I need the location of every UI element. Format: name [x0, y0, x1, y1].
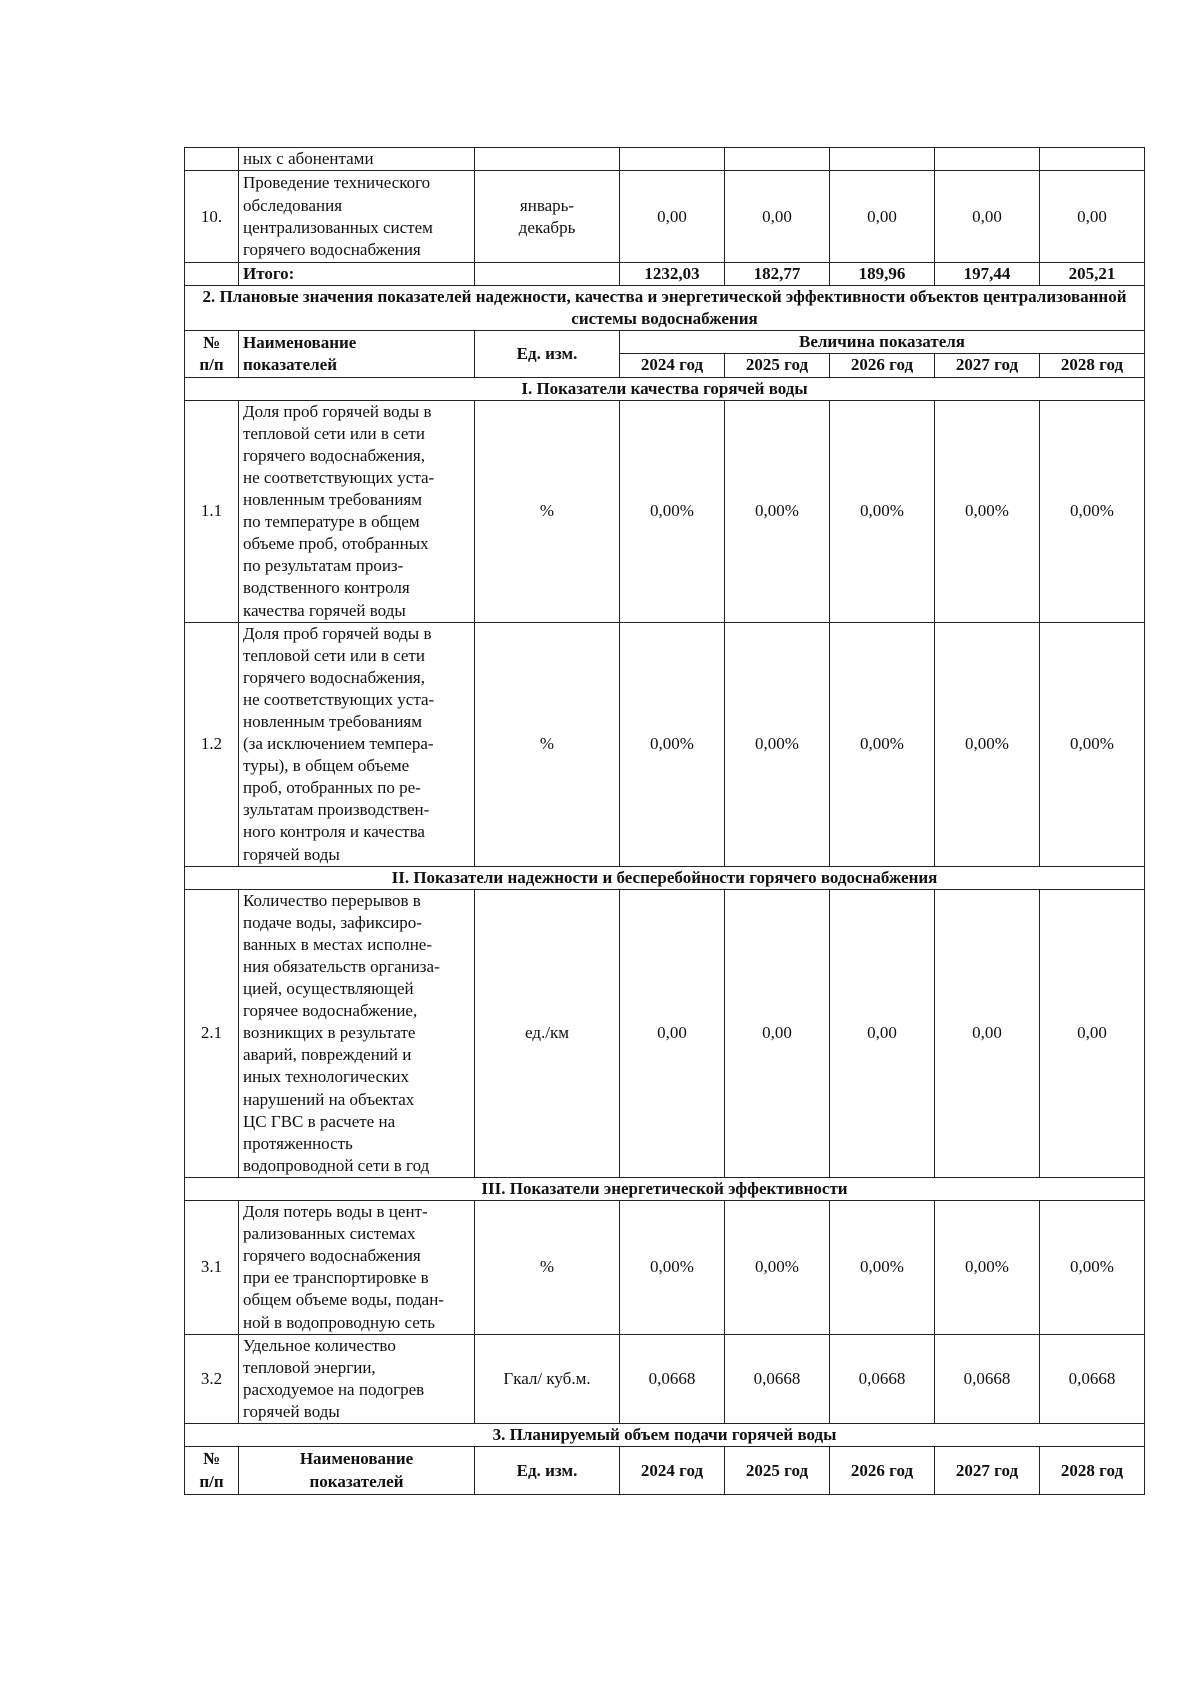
value-cell: 0,00	[935, 889, 1040, 1177]
indicator-name: Доля потерь воды в цент- рализованных системах горячего водоснабжения при ее транспортировке в общем объеме воды, подан- ной в водопроводную сеть	[239, 1201, 475, 1335]
row-number: 3.2	[185, 1334, 239, 1423]
total-row	[185, 263, 1145, 286]
header-row	[185, 331, 1145, 354]
value-cell: 0,00	[725, 889, 830, 1177]
total-value: 205,21	[1040, 263, 1145, 286]
col-header-year: 2028 год	[1040, 1447, 1145, 1495]
unit-cell: %	[475, 1201, 620, 1335]
value-cell: 0,00	[1040, 889, 1145, 1177]
table-row	[185, 400, 1145, 622]
value-cell: 0,00%	[620, 622, 725, 866]
row-number: 1.1	[185, 400, 239, 622]
value-cell: 0,0668	[620, 1334, 725, 1423]
indicators-table	[184, 147, 1145, 1495]
value-cell: 0,00%	[1040, 622, 1145, 866]
col-header-year: 2025 год	[725, 1447, 830, 1495]
value-cell: 0,00%	[725, 400, 830, 622]
indicator-name: Доля проб горячей воды в тепловой сети или в сети горячего водоснабжения, не соответствующих уста- новленным требованиям (за исключением темпера- туры), в общем объеме проб, отобранных по ре- зультатам производствен- ного контроля и качества горячей воды	[239, 622, 475, 866]
group-2-title: II. Показатели надежности и бесперебойности горячего водоснабжения	[185, 866, 1145, 889]
unit-cell: %	[475, 400, 620, 622]
table-row	[185, 889, 1145, 1177]
col-header-year: 2025 год	[725, 354, 830, 377]
group-title-row	[185, 866, 1145, 889]
total-value: 182,77	[725, 263, 830, 286]
value-cell	[830, 148, 935, 171]
period-cell: январь- декабрь	[475, 171, 620, 263]
value-cell: 0,0668	[1040, 1334, 1145, 1423]
value-cell	[620, 148, 725, 171]
unit-cell: %	[475, 622, 620, 866]
col-header-number: № п/п	[185, 331, 239, 377]
table-row	[185, 1201, 1145, 1335]
value-cell: 0,00%	[830, 622, 935, 866]
group-3-title: III. Показатели энергетической эффективности	[185, 1177, 1145, 1200]
row-number: 10.	[185, 171, 239, 263]
value-cell	[935, 148, 1040, 171]
value-cell: 0,00%	[830, 400, 935, 622]
col-header-year: 2024 год	[620, 354, 725, 377]
row-number: 1.2	[185, 622, 239, 866]
section-2-title: 2. Плановые значения показателей надежности, качества и энергетической эффективности объектов централизованной системы водоснабжения	[185, 286, 1145, 331]
row-number	[185, 148, 239, 171]
col-header-group: Величина показателя	[620, 331, 1145, 354]
header-row	[185, 1447, 1145, 1495]
value-cell: 0,00%	[620, 1201, 725, 1335]
value-cell: 0,00%	[1040, 400, 1145, 622]
value-cell: 0,00%	[1040, 1201, 1145, 1335]
value-cell: 0,0668	[935, 1334, 1040, 1423]
period-cell	[475, 263, 620, 286]
col-header-year: 2024 год	[620, 1447, 725, 1495]
table-row	[185, 1334, 1145, 1423]
value-cell: 0,00	[620, 171, 725, 263]
value-cell: 0,00	[935, 171, 1040, 263]
unit-cell: ед./км	[475, 889, 620, 1177]
col-header-unit: Ед. изм.	[475, 1447, 620, 1495]
group-title-row	[185, 377, 1145, 400]
value-cell	[1040, 148, 1145, 171]
col-header-year: 2027 год	[935, 354, 1040, 377]
value-cell: 0,00%	[725, 622, 830, 866]
value-cell: 0,00%	[725, 1201, 830, 1335]
col-header-year: 2026 год	[830, 1447, 935, 1495]
row-number: 3.1	[185, 1201, 239, 1335]
indicator-name: ных с абонентами	[239, 148, 475, 171]
value-cell	[725, 148, 830, 171]
unit-cell: Гкал/ куб.м.	[475, 1334, 620, 1423]
indicator-name: Количество перерывов в подаче воды, зафиксиро- ванных в местах исполне- ния обязательств организа- цией, осуществляющей горячее водоснабжение, возникщих в результате аварий, повреждений и иных технологических нарушений на объектах ЦС ГВС в расчете на протяженность водопроводной сети в год	[239, 889, 475, 1177]
value-cell: 0,0668	[725, 1334, 830, 1423]
value-cell: 0,00	[620, 889, 725, 1177]
value-cell: 0,00	[1040, 171, 1145, 263]
value-cell: 0,00	[830, 171, 935, 263]
row-number: 2.1	[185, 889, 239, 1177]
value-cell: 0,00%	[620, 400, 725, 622]
col-header-year: 2026 год	[830, 354, 935, 377]
value-cell: 0,00%	[935, 400, 1040, 622]
col-header-year: 2027 год	[935, 1447, 1040, 1495]
section-3-title: 3. Планируемый объем подачи горячей воды	[185, 1423, 1145, 1446]
group-1-title: I. Показатели качества горячей воды	[185, 377, 1145, 400]
value-cell: 0,00	[830, 889, 935, 1177]
indicator-name: Доля проб горячей воды в тепловой сети или в сети горячего водоснабжения, не соответствующих уста- новленным требованиям по температуре в общем объеме проб, отобранных по результатам произ- водственного контроля качества горячей воды	[239, 400, 475, 622]
value-cell: 0,00%	[935, 1201, 1040, 1335]
total-value: 1232,03	[620, 263, 725, 286]
section-title-row	[185, 1423, 1145, 1446]
total-value: 197,44	[935, 263, 1040, 286]
value-cell: 0,00%	[830, 1201, 935, 1335]
group-title-row	[185, 1177, 1145, 1200]
period-cell	[475, 148, 620, 171]
col-header-number: № п/п	[185, 1447, 239, 1495]
col-header-year: 2028 год	[1040, 354, 1145, 377]
value-cell: 0,0668	[830, 1334, 935, 1423]
indicator-name: Удельное количество тепловой энергии, расходуемое на подогрев горячей воды	[239, 1334, 475, 1423]
indicator-name: Проведение технического обследования централизованных систем горячего водоснабжения	[239, 171, 475, 263]
continuation-row	[185, 148, 1145, 171]
total-value: 189,96	[830, 263, 935, 286]
table-row	[185, 622, 1145, 866]
col-header-name: Наименование показателей	[239, 1447, 475, 1495]
value-cell: 0,00%	[935, 622, 1040, 866]
col-header-name: Наименование показателей	[239, 331, 475, 377]
total-label: Итого:	[239, 263, 475, 286]
value-cell: 0,00	[725, 171, 830, 263]
row-number	[185, 263, 239, 286]
col-header-unit: Ед. изм.	[475, 331, 620, 377]
section-title-row	[185, 286, 1145, 331]
table-row	[185, 171, 1145, 263]
